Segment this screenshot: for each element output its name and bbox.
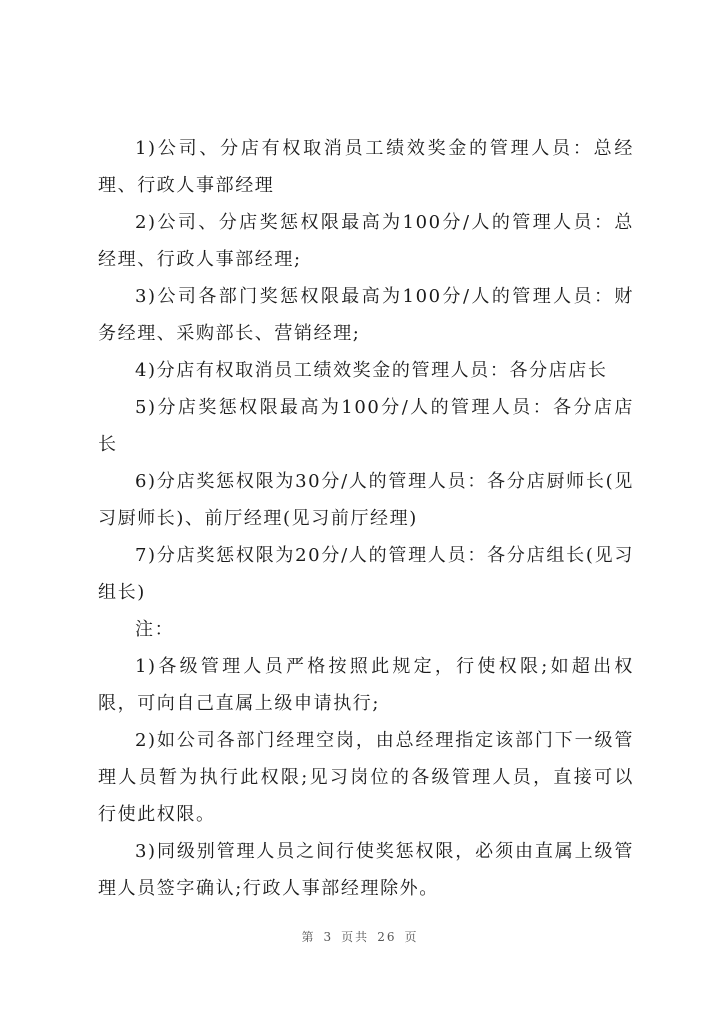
paragraph-2: 2)公司、分店奖惩权限最高为100分/人的管理人员：总经理、行政人事部经理;: [98, 212, 634, 270]
paragraph-1: 1)公司、分店有权取消员工绩效奖金的管理人员：总经理、行政人事部经理: [98, 138, 634, 196]
note-heading: 注：: [135, 619, 175, 640]
paragraph-7: 7)分店奖惩权限为20分/人的管理人员：各分店组长(见习组长): [98, 545, 634, 603]
footer-total-pages: 26: [377, 930, 397, 944]
paragraph-6: 6)分店奖惩权限为30分/人的管理人员：各分店厨师长(见习厨师长)、前厅经理(见习前厅经理): [98, 471, 634, 529]
page-footer: [0, 928, 720, 945]
paragraph-4: 4)分店有权取消员工绩效奖金的管理人员：各分店店长: [135, 360, 608, 381]
footer-mid: 页共: [341, 930, 370, 944]
note-1: 1)各级管理人员严格按照此规定，行使权限;如超出权限，可向自己直属上级申请执行;: [98, 656, 634, 714]
note-2: 2)如公司各部门经理空岗，由总经理指定该部门下一级管理人员暂为执行此权限;见习岗位的各级管理人员，直接可以行使此权限。: [98, 730, 634, 825]
footer-current-page: 3: [323, 930, 334, 944]
document-body: [98, 130, 634, 907]
footer-suffix: 页: [404, 930, 419, 944]
paragraph-5: 5)分店奖惩权限最高为100分/人的管理人员：各分店店长: [98, 397, 634, 455]
paragraph-3: 3)公司各部门奖惩权限最高为100分/人的管理人员：财务经理、采购部长、营销经理;: [98, 286, 634, 344]
footer-prefix: 第: [301, 930, 316, 944]
note-3: 3)同级别管理人员之间行使奖惩权限，必须由直属上级管理人员签字确认;行政人事部经理除外。: [98, 841, 634, 899]
